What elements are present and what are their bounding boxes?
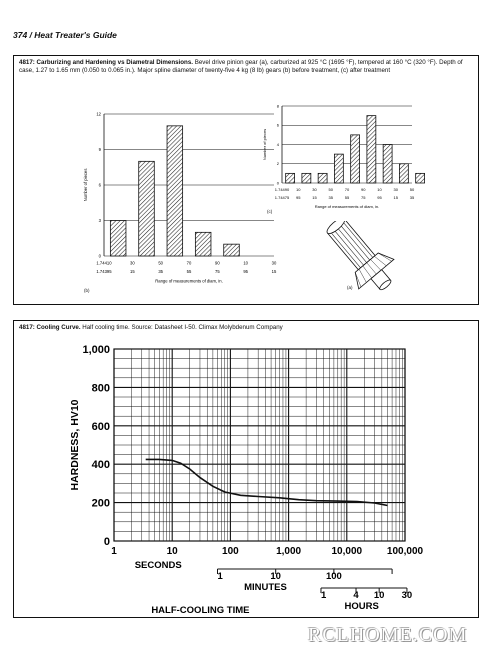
histogram-bar bbox=[195, 232, 211, 256]
figure1-caption-title: 4817: Carburizing and Hardening vs Diametral Dimensions. bbox=[19, 59, 193, 66]
x-tick-label-row1: 10 bbox=[243, 260, 249, 266]
x-tick-label-row1: 10 bbox=[296, 187, 301, 192]
histogram-bar bbox=[139, 161, 155, 256]
figure-panel-cooling-curve bbox=[13, 320, 479, 618]
y-tick-label: 800 bbox=[91, 382, 110, 395]
y-axis-label: HARDNESS, HV10 bbox=[69, 399, 81, 491]
y-tick-label: 9 bbox=[98, 146, 101, 152]
x-tick-label-row2: 1.74395 bbox=[96, 268, 112, 274]
x-tick-label-row2: 15 bbox=[129, 268, 135, 274]
minutes-tick-label: 10 bbox=[270, 571, 281, 582]
x-tick-label-row2: 95 bbox=[377, 195, 382, 200]
y-tick-label: 200 bbox=[91, 497, 110, 510]
x-tick-label: 1 bbox=[111, 546, 117, 557]
panel-b-label: (b) bbox=[84, 288, 90, 293]
x-tick-label-row2: 95 bbox=[243, 268, 249, 274]
cooling-curve-chart bbox=[16, 333, 476, 618]
y-tick-label: 0 bbox=[98, 253, 101, 259]
x-tick-label-row2: 15 bbox=[393, 195, 398, 200]
x-axis-label: Range of measurements of diam, in. bbox=[155, 278, 223, 284]
hours-tick-label: 4 bbox=[353, 590, 359, 601]
x-tick-label-row1: 90 bbox=[361, 187, 366, 192]
minutes-label: MINUTES bbox=[244, 582, 287, 593]
x-tick-label-row1: 30 bbox=[312, 187, 317, 192]
x-tick-label-row2: 35 bbox=[158, 268, 164, 274]
histogram-bar bbox=[367, 116, 376, 183]
x-tick-label-row2: 35 bbox=[328, 195, 333, 200]
x-tick-label-row1: 90 bbox=[214, 260, 220, 266]
x-tick-label-row2: 55 bbox=[344, 195, 350, 200]
histogram-bar bbox=[318, 173, 327, 183]
y-tick-label: 6 bbox=[276, 122, 279, 128]
x-tick-label-row1: 50 bbox=[409, 187, 415, 192]
histogram-bar bbox=[351, 135, 360, 183]
histogram-bar bbox=[224, 244, 240, 256]
x-tick-label-row1: 70 bbox=[344, 187, 350, 192]
histogram-bar bbox=[399, 164, 408, 183]
y-tick-label: 3 bbox=[98, 217, 101, 223]
y-axis-label: Number of pieces bbox=[262, 128, 267, 161]
minutes-tick-label: 100 bbox=[325, 571, 342, 582]
x-tick-label-row2: 35 bbox=[409, 195, 415, 200]
hardness-curve bbox=[146, 459, 388, 505]
y-tick-label: 400 bbox=[91, 459, 110, 472]
x-tick-label-row2: 15 bbox=[312, 195, 317, 200]
x-tick-label-row1: 10 bbox=[377, 187, 382, 192]
x-tick-label-row1: 1.74410 bbox=[96, 260, 112, 266]
figure2-caption-title: 4817: Cooling Curve. bbox=[19, 324, 81, 331]
panel-c-label: (c) bbox=[267, 209, 273, 214]
y-tick-label: 12 bbox=[96, 111, 101, 117]
y-tick-label: 6 bbox=[98, 182, 101, 188]
y-tick-label: 4 bbox=[276, 141, 279, 147]
x-tick-label-row1: 50 bbox=[158, 260, 164, 266]
x-tick-label-row1: 1.74490 bbox=[274, 187, 290, 192]
histogram-bar bbox=[110, 221, 126, 257]
histogram-bar bbox=[286, 173, 295, 183]
x-tick-label-row2: 75 bbox=[214, 268, 220, 274]
x-tick-label-row1: 50 bbox=[328, 187, 333, 192]
x-tick-label-row1: 30 bbox=[129, 260, 135, 266]
x-tick-label-row2: 15 bbox=[271, 268, 277, 274]
y-tick-label: 1,000 bbox=[82, 344, 110, 356]
y-tick-label: 2 bbox=[276, 161, 279, 167]
histogram-bar bbox=[167, 126, 183, 256]
x-tick-label-row2: 95 bbox=[296, 195, 301, 200]
x-tick-label-row2: 55 bbox=[186, 268, 192, 274]
hours-tick-label: 30 bbox=[401, 590, 413, 601]
watermark: RCLHOME.COM bbox=[308, 624, 468, 646]
x-tick-label-row1: 30 bbox=[393, 187, 398, 192]
histogram-bar bbox=[302, 173, 311, 183]
x-tick-label-row1: 70 bbox=[186, 260, 192, 266]
histogram-c bbox=[254, 94, 434, 219]
figure2-caption-text: Half cooling time. Source: Datasheet I-50. Climax Molybdenum Company bbox=[80, 324, 283, 331]
y-axis-label: Number of pieces bbox=[83, 168, 89, 202]
page-header: 374 / Heat Treater's Guide bbox=[13, 30, 117, 40]
seconds-label: SECONDS bbox=[134, 560, 182, 571]
x-tick-label-row2: 75 bbox=[361, 195, 366, 200]
x-tick-label: 100,000 bbox=[386, 546, 424, 557]
y-tick-label: 8 bbox=[276, 103, 279, 109]
figure1-caption-text: Bevel drive pinion gear (a), carburized at 925 °C (1695 °F), tempered at 160 °C (320 °F). Depth of case, 1.27 to 1.65 mm (0.050 to 0.065 in.). Major spline diameter of twenty-five 4 kg (8 lb) gears (b) before treatment, (c) after treatment bbox=[19, 59, 463, 75]
histogram-bar bbox=[416, 173, 425, 183]
hours-tick-label: 10 bbox=[373, 590, 385, 601]
bevel-pinion-gear-illustration bbox=[304, 221, 424, 301]
figure2-caption bbox=[19, 324, 474, 332]
x-tick-label-row2: 1.74475 bbox=[274, 195, 290, 200]
x-tick-label: 10 bbox=[166, 546, 178, 557]
x-tick-label: 100 bbox=[222, 546, 239, 557]
hours-tick-label: 1 bbox=[320, 590, 327, 601]
y-tick-label: 600 bbox=[91, 420, 110, 433]
figure1-caption bbox=[19, 59, 474, 75]
histogram-bar bbox=[334, 154, 343, 183]
x-tick-label: 10,000 bbox=[331, 546, 363, 557]
x-axis-label: HALF-COOLING TIME bbox=[151, 605, 250, 616]
y-tick-label: 0 bbox=[276, 180, 279, 186]
x-axis-label: Range of measurements of diam, in. bbox=[314, 204, 380, 210]
x-tick-label-row1: 30 bbox=[271, 260, 277, 266]
panel-a-label: (a) bbox=[347, 285, 353, 290]
figure-panel-histograms bbox=[13, 55, 479, 305]
hours-label: HOURS bbox=[344, 601, 379, 612]
x-tick-label: 1,000 bbox=[276, 546, 302, 557]
histogram-bar bbox=[383, 145, 392, 184]
y-tick-label: 0 bbox=[103, 536, 110, 548]
minutes-tick-label: 1 bbox=[217, 571, 223, 582]
